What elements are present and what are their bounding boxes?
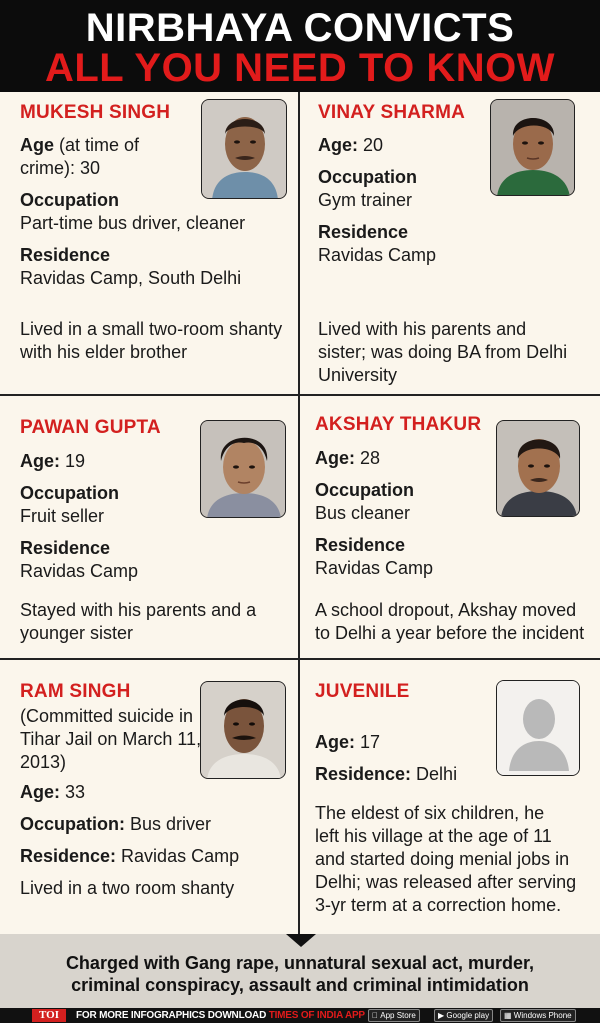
toi-logo: TOI <box>32 1009 66 1022</box>
silhouette-icon <box>497 681 580 776</box>
windows-icon: ▦ <box>504 1011 512 1020</box>
footer-bar <box>0 1008 600 1023</box>
person-portrait-icon <box>491 100 575 196</box>
profile-subnote: (Committed suicide in <box>20 706 194 726</box>
residence-label: Residence <box>20 538 111 558</box>
mugshot-photo <box>200 681 286 779</box>
footer-promo <box>76 1008 365 1023</box>
grid-divider-vertical <box>298 660 300 934</box>
profile-note: to Delhi a year before the incident <box>315 623 585 643</box>
profile-note: A school dropout, Akshay moved <box>315 600 577 620</box>
profile-note: sister; was doing BA from Delhi <box>318 342 568 362</box>
occupation-label: Occupation: <box>20 814 126 834</box>
profile-name: RAM SINGH <box>20 681 131 702</box>
grid-divider-horizontal <box>0 394 600 396</box>
grid-divider-vertical <box>298 92 300 394</box>
occupation-label: Occupation <box>318 167 418 187</box>
profile-note: Delhi; was released after serving <box>315 872 577 892</box>
age-value: 17 <box>355 732 381 752</box>
profile-subnote: Tihar Jail on March 11, <box>20 729 202 749</box>
google-play-badge[interactable]: ▶ Google play <box>434 1009 493 1022</box>
profile-note: younger sister <box>20 623 134 643</box>
occupation-label: Occupation <box>315 480 415 500</box>
age-value: 33 <box>60 782 86 802</box>
grid-divider-horizontal <box>0 658 600 660</box>
person-portrait-icon <box>201 421 286 518</box>
profile-note: University <box>318 365 398 385</box>
person-portrait-icon <box>201 682 286 779</box>
title-line-2: ALL YOU NEED TO KNOW <box>44 46 556 90</box>
profile-name: AKSHAY THAKUR <box>315 414 482 435</box>
promo-app-name[interactable]: TIMES OF INDIA APP <box>268 1010 365 1021</box>
profile-subnote: 2013) <box>20 752 67 772</box>
grid-divider-vertical <box>298 396 300 658</box>
mugshot-photo <box>496 420 580 517</box>
residence-value: Ravidas Camp <box>318 245 437 265</box>
age-label: Age: <box>315 732 355 752</box>
profile-note: left his village at the age of 11 <box>315 826 552 846</box>
person-portrait-icon <box>202 100 287 199</box>
profile-note: and started doing menial jobs in <box>315 849 570 869</box>
profile-note: 3-yr term at a correction home. <box>315 895 562 915</box>
age-value: 20 <box>358 135 384 155</box>
profile-note: with his elder brother <box>20 342 188 362</box>
age-label: Age: <box>315 448 355 468</box>
occupation-label: Occupation <box>20 483 120 503</box>
occupation-value: Gym trainer <box>318 190 413 210</box>
apple-icon <box>372 1011 378 1020</box>
person-portrait-icon <box>497 421 580 517</box>
residence-value: Ravidas Camp <box>116 846 240 866</box>
profile-note: Stayed with his parents and a <box>20 600 257 620</box>
windows-phone-badge[interactable]: ▦ Windows Phone <box>500 1009 576 1022</box>
age-label: Age: <box>20 782 60 802</box>
profile-name: JUVENILE <box>315 681 410 702</box>
profile-note: Lived in a small two-room shanty <box>20 319 283 339</box>
mugshot-photo <box>490 99 575 196</box>
residence-value: Delhi <box>411 764 458 784</box>
age-label: Age: <box>20 451 60 471</box>
title-line-1: NIRBHAYA CONVICTS <box>85 6 515 50</box>
charges-line-2: criminal conspiracy, assault and criminal intimidation <box>71 975 529 995</box>
residence-label: Residence <box>20 245 111 265</box>
residence-label: Residence: <box>315 764 412 784</box>
infographic-header <box>0 0 600 92</box>
occupation-value: Part-time bus driver, cleaner <box>20 213 246 233</box>
age-value: 28 <box>355 448 381 468</box>
age-label: Age: <box>318 135 358 155</box>
residence-label: Residence <box>318 222 409 242</box>
residence-label: Residence <box>315 535 406 555</box>
occupation-value: Bus driver <box>125 814 212 834</box>
age-value-cont: crime): 30 <box>20 158 101 178</box>
profile-note: Lived in a two room shanty <box>20 878 235 898</box>
profile-name: MUKESH SINGH <box>20 102 171 123</box>
promo-text: FOR MORE INFOGRAPHICS DOWNLOAD <box>76 1010 269 1021</box>
occupation-value: Fruit seller <box>20 506 105 526</box>
profile-note: Lived with his parents and <box>318 319 527 339</box>
residence-value: Ravidas Camp, South Delhi <box>20 268 242 288</box>
down-arrow-icon <box>286 934 316 947</box>
age-value: (at time of <box>54 135 140 155</box>
age-value: 19 <box>60 451 86 471</box>
play-icon: ▶ <box>438 1011 445 1020</box>
mugshot-photo <box>201 99 287 199</box>
occupation-label: Occupation <box>20 190 120 210</box>
app-store-badge[interactable]: App Store <box>368 1009 420 1022</box>
residence-value: Ravidas Camp <box>20 561 139 581</box>
profile-name: VINAY SHARMA <box>318 102 466 123</box>
charges-line-1: Charged with Gang rape, unnatural sexual act, murder, <box>65 953 535 973</box>
profile-name: PAWAN GUPTA <box>20 417 161 438</box>
mugshot-photo <box>200 420 286 518</box>
occupation-value: Bus cleaner <box>315 503 411 523</box>
residence-label: Residence: <box>20 846 117 866</box>
age-label: Age <box>20 135 55 155</box>
mugshot-photo <box>496 680 580 776</box>
residence-value: Ravidas Camp <box>315 558 434 578</box>
profile-note: The eldest of six children, he <box>315 803 545 823</box>
